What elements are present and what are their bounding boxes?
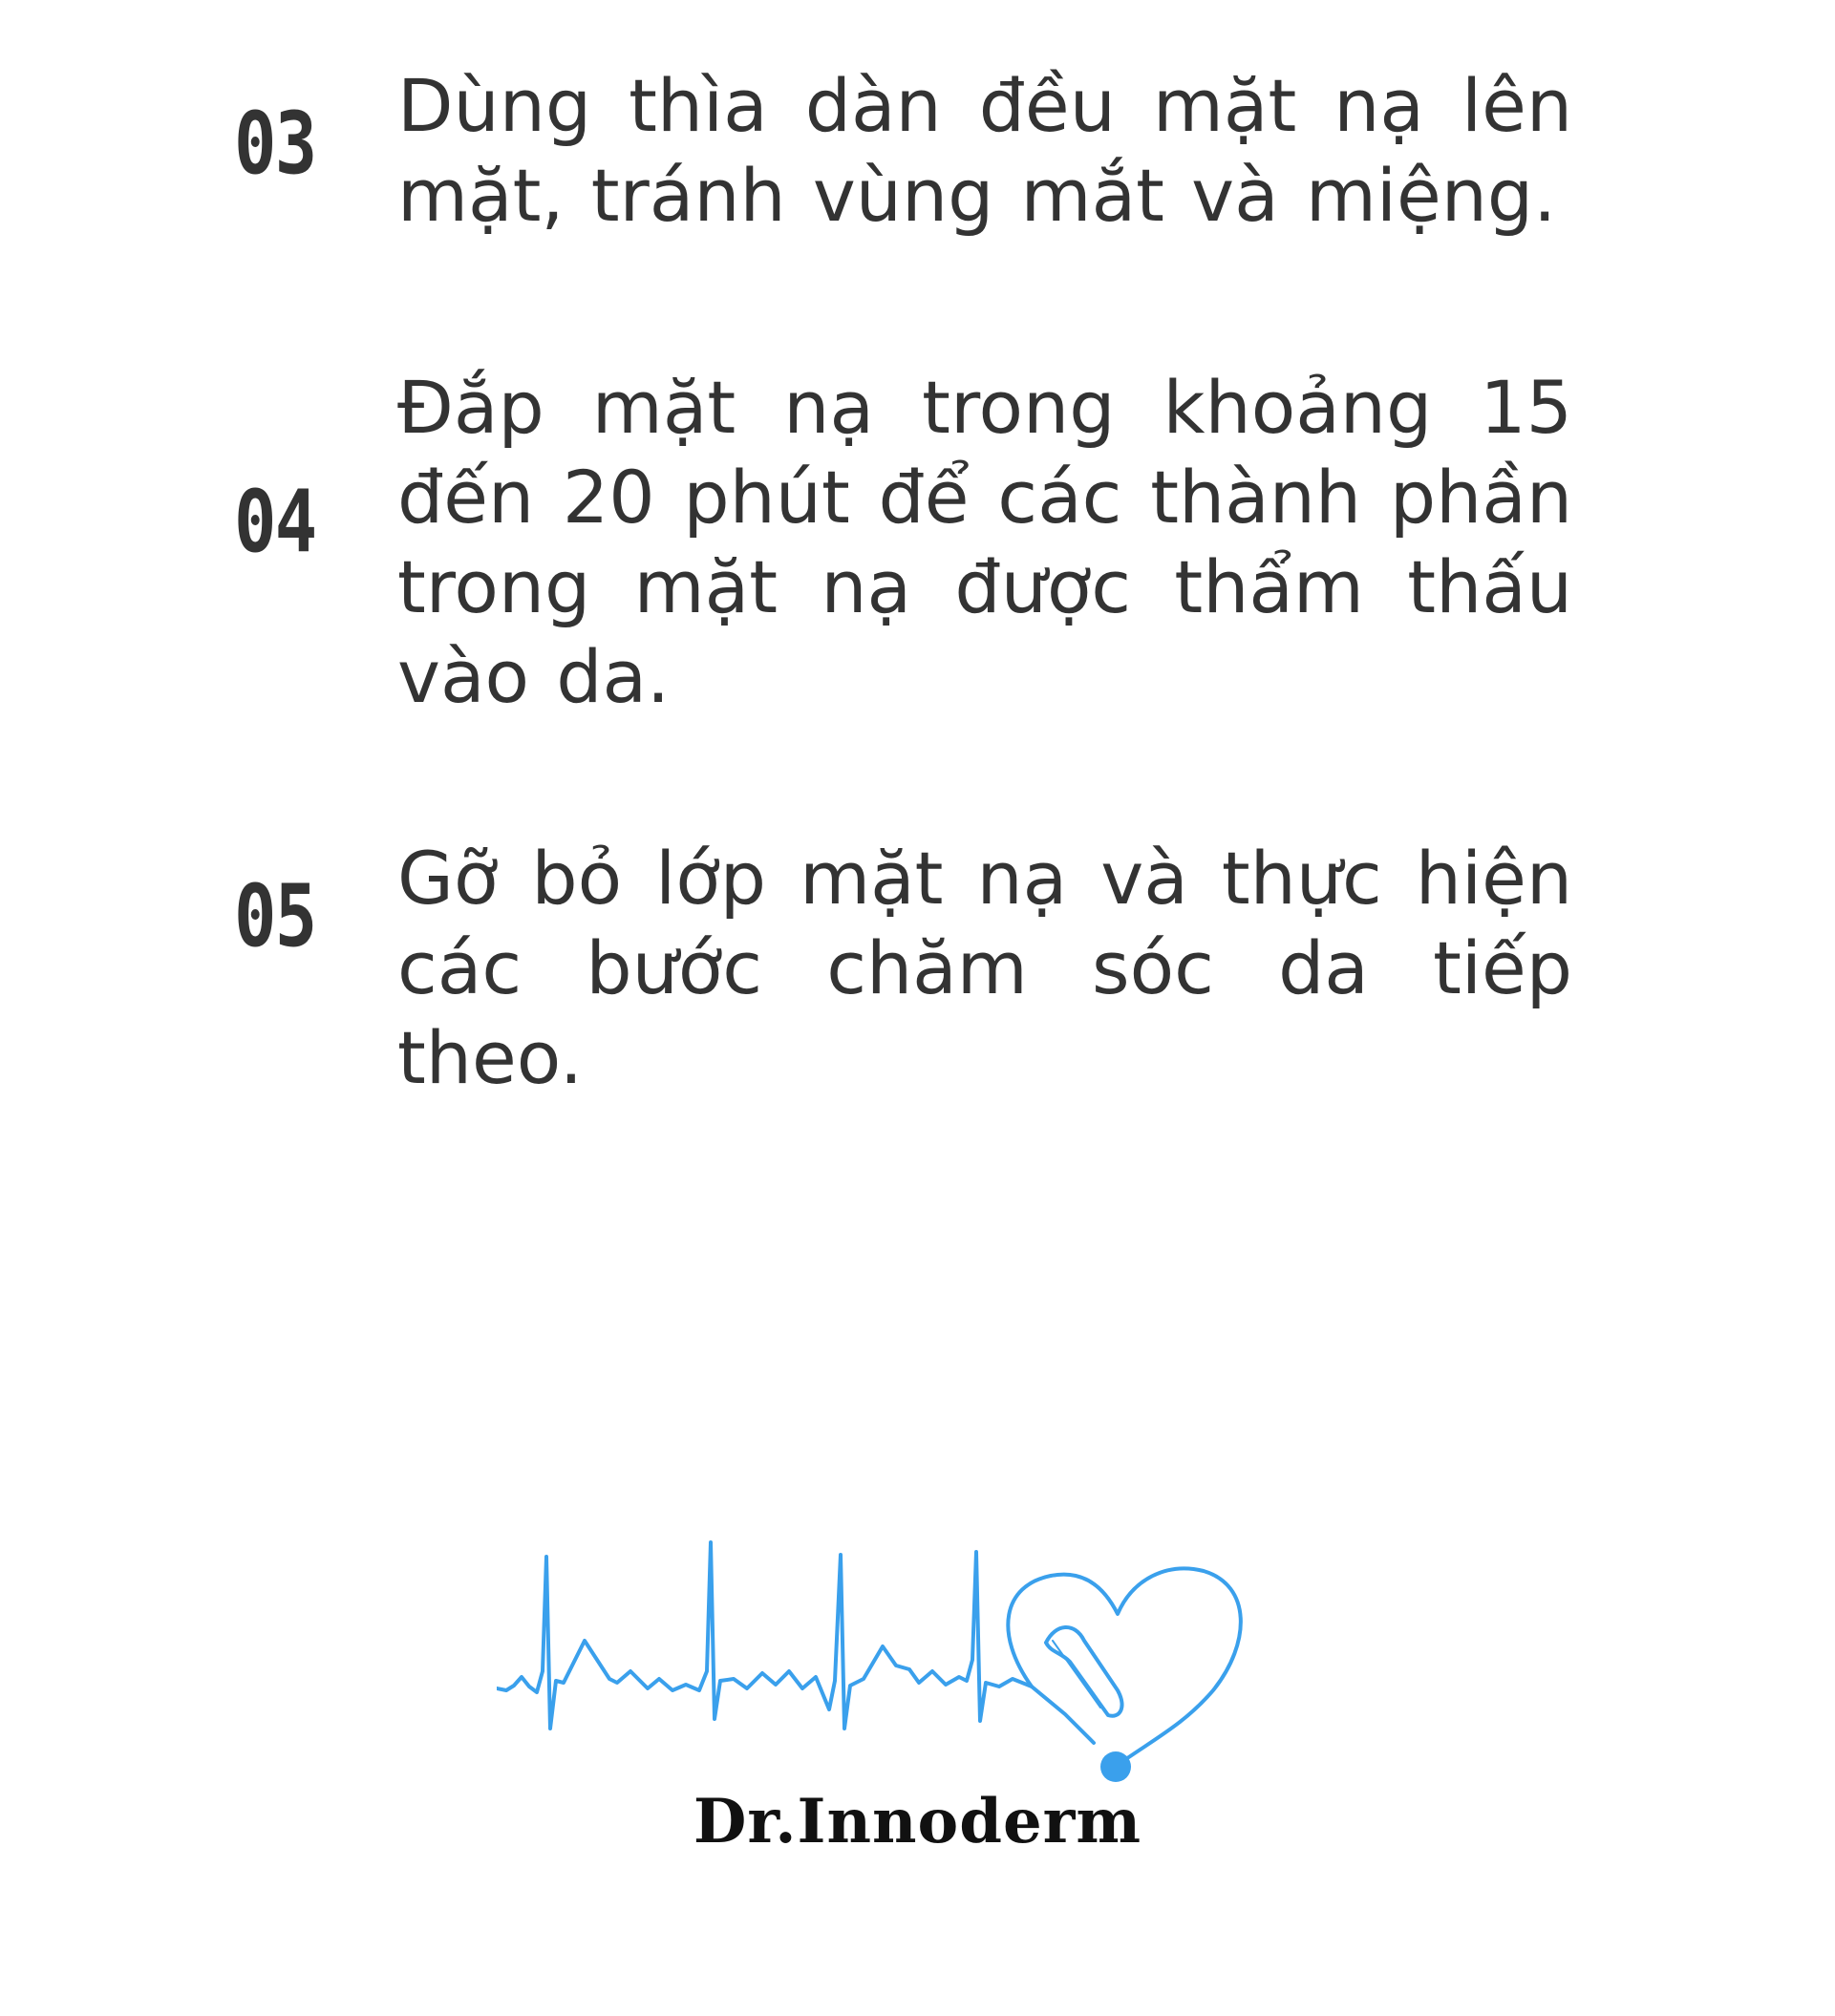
- step-number: 03: [234, 94, 316, 194]
- heartbeat-heart-stethoscope-icon: [497, 1518, 1356, 1786]
- heart-outline: [1008, 1568, 1241, 1765]
- step-text: Dùng thìa dàn đều mặt nạ lên mặt, tránh vùng mắt và miệng.: [397, 63, 1572, 238]
- heartbeat-line: [497, 1542, 1094, 1743]
- stethoscope-chestpiece: [1100, 1751, 1131, 1782]
- step-text: Đắp mặt nạ trong khoảng 15 đến 20 phút để các thành phần trong mặt nạ được thẩm thấu vào da.: [397, 365, 1572, 719]
- step-number: 04: [234, 472, 316, 572]
- brand-name: Dr.Innoderm: [693, 1786, 1142, 1857]
- step-number: 05: [234, 866, 316, 966]
- step-text: Gỡ bỏ lớp mặt nạ và thực hiện các bước chăm sóc da tiếp theo.: [397, 836, 1572, 1100]
- stethoscope-tube: [1046, 1627, 1122, 1716]
